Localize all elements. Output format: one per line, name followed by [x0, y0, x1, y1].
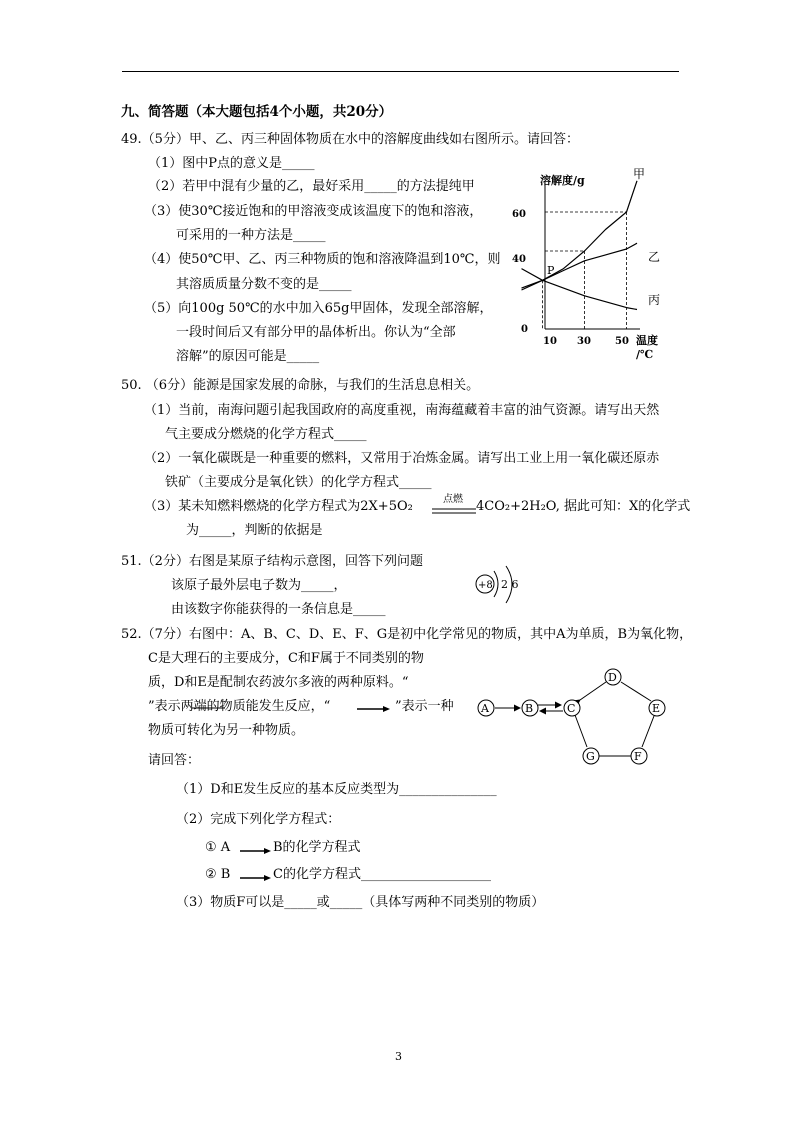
q52-a3: （3）物质F可以是_____或_____（具体写两种不同类别的物质） [176, 895, 545, 910]
series-label-yi: 乙 [648, 250, 661, 264]
curve-bing [522, 269, 638, 310]
y-tick-60: 60 [512, 209, 526, 220]
q49-p5a: （5）向100g 50℃的水中加入65g甲固体，发现全部溶解， [144, 301, 493, 316]
q52-a2ii-post: C的化学方程式____________________ [273, 867, 491, 882]
point-p-label: P [547, 264, 555, 277]
ignite-condition: 点燃 [443, 494, 463, 505]
y-axis-label: 溶解度/g [540, 174, 585, 187]
q52-line4: ”表示两端的物质能发生反应，“ [148, 699, 331, 714]
series-label-jia: 甲 [633, 167, 646, 181]
x-tick-10: 10 [543, 336, 557, 347]
series-label-bing: 丙 [648, 293, 661, 307]
electron-shell-counts: 2 6 [501, 578, 519, 591]
q50-stem: 50. （6分）能源是国家发展的命脉，与我们的生活息息相关。 [121, 378, 480, 393]
q51-p1: 该原子最外层电子数为_____， [171, 578, 347, 593]
q52-a1: （1）D和E发生反应的基本反应类型为_______________ [176, 782, 497, 797]
section-header: 九、简答题（本大题包括4个小题，共20分） [121, 104, 393, 120]
conversion-arrow-symbol [356, 703, 392, 713]
q51-stem: 51.（2分）右图是某原子结构示意图，回答下列问题 [121, 554, 423, 569]
y-tick-0: 0 [521, 324, 528, 335]
curve-yi [522, 243, 638, 288]
q49-p1: （1）图中P点的意义是_____ [148, 156, 315, 171]
q49-p3a: （3）使30℃接近饱和的甲溶液变成该温度下的饱和溶液， [144, 204, 483, 219]
q50-p3b: 为_____，判断的依据是 [186, 523, 323, 538]
q50-p2a: （2）一氧化碳既是一种重要的燃料，又常用于冶炼金属。请写出工业上用一氧化碳还原赤 [144, 451, 660, 466]
q52-line5: 物质可转化为另一种物质。 [148, 723, 305, 738]
q49-p4a: （4）使50℃甲、乙、丙三种物质的饱和溶液降温到10℃，则 [144, 252, 501, 267]
q50-p3-post: 4CO₂+2H₂O, 据此可知：X的化学式 [476, 499, 691, 514]
q49-p2: （2）若甲中混有少量的乙，最好采用_____的方法提纯甲 [148, 179, 475, 194]
q50-p1a: （1）当前，南海问题引起我国政府的高度重视，南海蕴藏着丰富的油气资源。请写出天然 [144, 403, 660, 418]
q50-p3-pre: （3）某未知燃料燃烧的化学方程式为2X+5O₂ [144, 499, 413, 514]
node-b-label: B [525, 702, 534, 715]
y-tick-40: 40 [512, 254, 526, 265]
q52-ask: 请回答： [148, 753, 201, 768]
reaction-line-symbol [191, 704, 227, 712]
node-a-label: A [481, 702, 489, 715]
node-e-label: E [652, 702, 661, 715]
q52-line4b: ”表示一种 [395, 699, 454, 714]
node-d-label: D [608, 671, 617, 684]
q49-stem: 49.（5分）甲、乙、丙三种固体物质在水中的溶解度曲线如右图所示。请回答： [121, 132, 579, 147]
q52-a2ii-pre: ② B [205, 867, 231, 882]
electron-shell-1 [494, 571, 498, 597]
q50-p1b: 气主要成分燃烧的化学方程式_____ [165, 427, 367, 442]
q52-line2: C是大理石的主要成分，C和F属于不同类别的物 [148, 651, 424, 666]
line-c-g [575, 715, 587, 747]
substance-relation-diagram [474, 664, 674, 772]
node-f-label: F [634, 750, 642, 763]
arrow-d-to-c [580, 682, 606, 700]
q52-a2i-post: B的化学方程式 [273, 840, 361, 855]
q50-p2b: 铁矿（主要成分是氧化铁）的化学方程式_____ [165, 475, 432, 490]
q52-line3: 质，D和E是配制农药波尔多液的两种原料。“ [148, 675, 409, 690]
q49-p5c: 溶解”的原因可能是_____ [176, 349, 320, 364]
solubility-chart [500, 164, 685, 364]
x-axis-label: 温度 [636, 334, 658, 347]
q51-p2: 由该数字你能获得的一条信息是_____ [171, 602, 386, 617]
q52-stem: 52.（7分）右图中：A、B、C、D、E、F、G是初中化学常见的物质，其中A为单质，B为氧化物， [121, 627, 693, 642]
x-axis-unit: /℃ [636, 348, 654, 361]
top-rule [122, 71, 679, 72]
node-g-label: G [586, 750, 595, 763]
reaction-equals-sign [432, 507, 478, 515]
x-tick-30: 30 [577, 336, 591, 347]
q52-a2i-pre: ① A [205, 840, 231, 855]
q49-p5b: 一段时间后又有部分甲的晶体析出。你认为“全部 [176, 325, 456, 340]
node-c-label: C [567, 702, 576, 715]
atom-structure-diagram [468, 565, 528, 609]
page-number: 3 [395, 1050, 402, 1063]
q52-a2: （2）完成下列化学方程式： [176, 812, 341, 827]
q49-p4b: 其溶质质量分数不变的是_____ [176, 277, 352, 292]
line-e-f [642, 716, 654, 747]
curve-jia [522, 181, 638, 290]
line-d-e [621, 682, 651, 701]
x-tick-50: 50 [615, 336, 629, 347]
conversion-arrow-b-c [239, 872, 273, 882]
conversion-arrow-a-b [239, 845, 273, 855]
nucleus-charge: +8 [478, 580, 493, 591]
q49-p3b: 可采用的一种方法是_____ [176, 228, 326, 243]
